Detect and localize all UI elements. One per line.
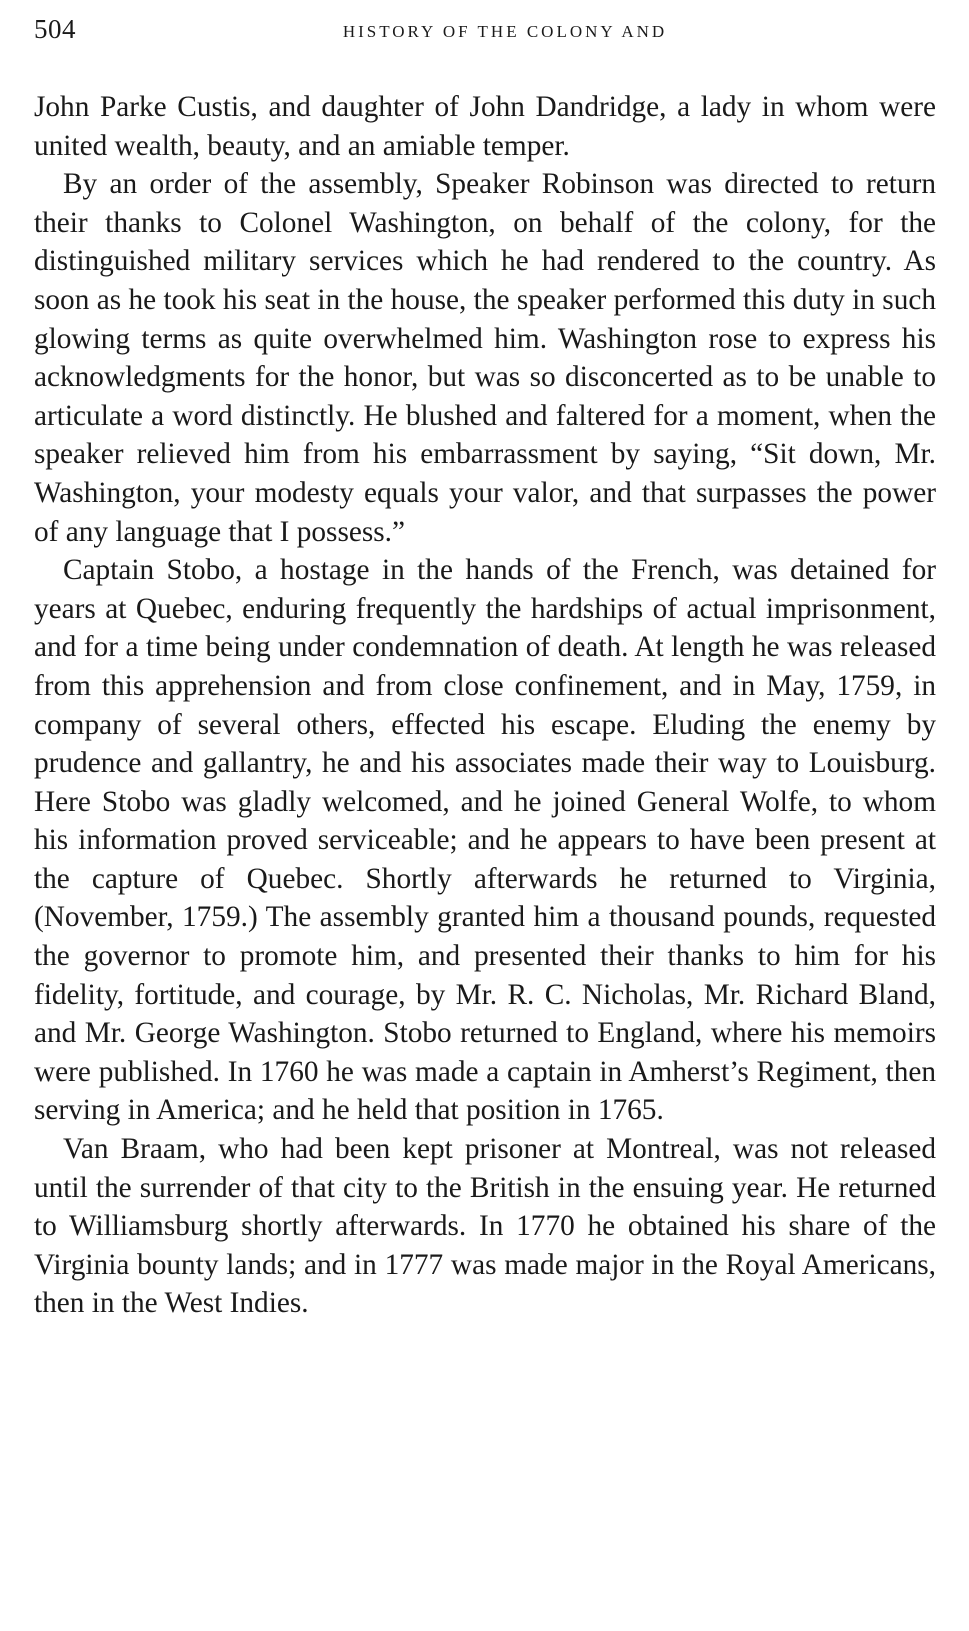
running-head: HISTORY OF THE COLONY AND bbox=[342, 22, 668, 41]
paragraph-captain-stobo: Captain Stobo, a hostage in the hands of the French, was detained for years at Quebec, enduring frequently the hardships of actual imprisonment, and for a time being under condemnation of death. At length he was released from this apprehension and from close confinement, and in May, 1759, in company of several others, effected his escape. Eluding the enemy by prudence and gallantry, he and his associates made their way to Louisburg. Here Stobo was gladly welcomed, and he joined General Wolfe, to whom his information proved serviceable; and he appears to have been present at the capture of Quebec. Shortly afterwards he returned to Virginia, (November, 1759.) The assembly granted him a thousand pounds, requested the governor to promote him, and presented their thanks to him for his fidelity, fortitude, and courage, by Mr. R. C. Nicholas, Mr. Richard Bland, and Mr. George Washington. Stobo returned to England, where his memoirs were published. In 1760 he was made a captain in Amherst’s Regiment, then serving in America; and he held that position in 1765. bbox=[34, 554, 936, 1127]
paragraph-van-braam: Van Braam, who had been kept prisoner at Montreal, was not released until the surrender of that city to the British in the ensuing year. He returned to Williamsburg shortly afterwards. In 1770 he obtained his share of the Virginia bounty lands; and in 1777 was made major in the Royal Americans, then in the West Indies. bbox=[34, 1133, 936, 1320]
page-header bbox=[34, 14, 936, 54]
page-number: 504 bbox=[34, 14, 76, 44]
paragraph-continuation: John Parke Custis, and daughter of John Dandridge, a lady in whom were united wealth, beauty, and an amiable temper. bbox=[34, 91, 936, 162]
body-text bbox=[34, 88, 936, 1323]
paragraph-speaker-thanks: By an order of the assembly, Speaker Robinson was directed to return their thanks to Colonel Washington, on behalf of the colony, for the distinguished military services which he had rendered to the country. As soon as he took his seat in the house, the speaker performed this duty in such glowing terms as quite overwhelmed him. Washington rose to express his acknowledgments for the honor, but was so disconcerted as to be unable to articulate a word distinctly. He blushed and faltered for a moment, when the speaker relieved him from his embarrassment by saying, “Sit down, Mr. Washington, your modesty equals your valor, and that surpasses the power of any language that I possess.” bbox=[34, 168, 936, 548]
book-page bbox=[34, 14, 936, 1323]
